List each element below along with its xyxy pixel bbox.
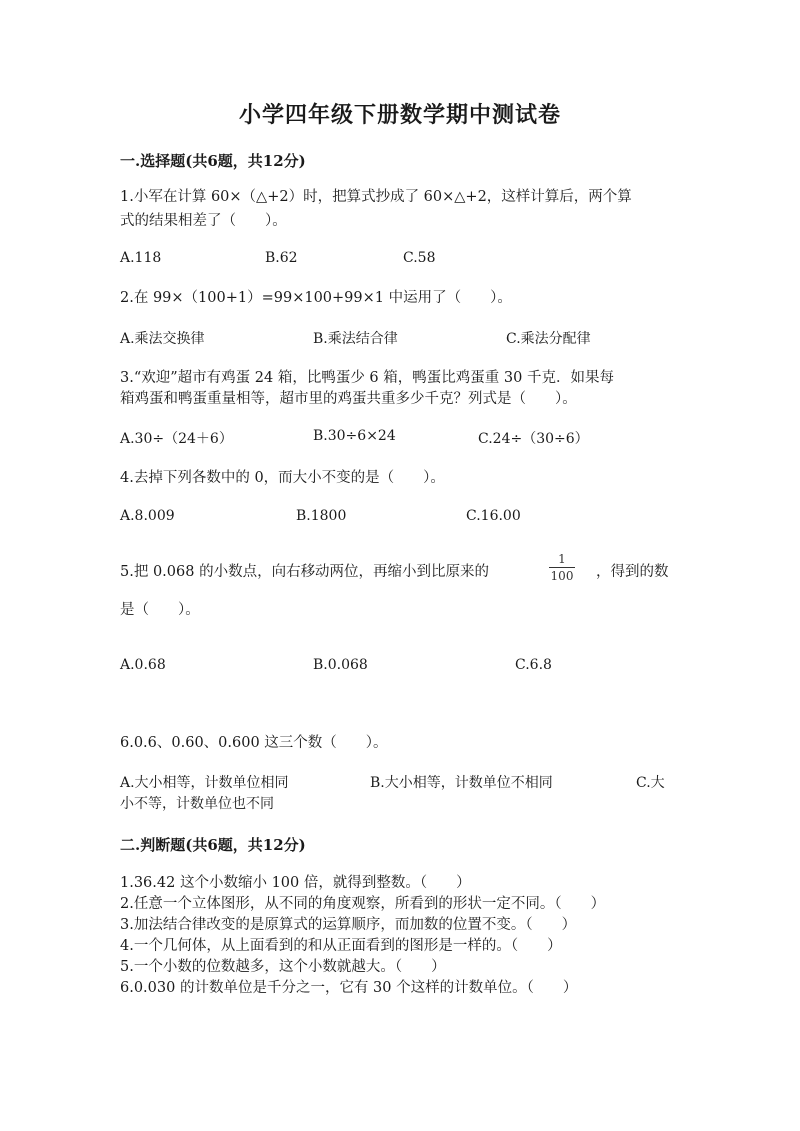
fraction-numerator: 1 (558, 552, 566, 566)
question-6-option-b: B.大小相等，计数单位不相同 (370, 775, 553, 791)
section-heading-choice: 一.选择题(共6题，共12分) (120, 152, 306, 170)
question-4-option-b: B.1800 (296, 508, 347, 524)
question-3-line-1: 3.“欢迎”超市有鸡蛋 24 箱，比鸭蛋少 6 箱，鸭蛋比鸡蛋重 30 千克．如果每 (120, 370, 614, 386)
question-4-option-c: C.16.00 (466, 508, 521, 524)
question-5-line-2: 是（ ）。 (120, 602, 200, 618)
question-5-option-b: B.0.068 (313, 657, 368, 673)
question-1-option-a: A.118 (120, 250, 162, 266)
judgement-item: 3.加法结合律改变的是原算式的运算顺序，而加数的位置不变。（ ） (120, 917, 577, 933)
fraction-bar (549, 567, 575, 568)
question-2-option-b: B.乘法结合律 (313, 331, 398, 347)
question-3-option-c: C.24÷（30÷6） (478, 431, 589, 447)
judgement-item: 1.36.42 这个小数缩小 100 倍，就得到整数。（ ） (120, 875, 471, 891)
question-2-option-c: C.乘法分配律 (506, 331, 591, 347)
question-4-line-1: 4.去掉下列各数中的 0，而大小不变的是（ ）。 (120, 470, 445, 486)
judgement-item: 6.0.030 的计数单位是千分之一，它有 30 个这样的计数单位。（ ） (120, 980, 578, 996)
question-5-option-a: A.0.68 (120, 657, 166, 673)
judgement-item: 4.一个几何体，从上面看到的和从正面看到的图形是一样的。（ ） (120, 938, 562, 954)
question-5-line-1b: ，得到的数 (596, 564, 669, 580)
fraction-denominator: 100 (550, 569, 574, 583)
question-3-option-a: A.30÷（24＋6） (120, 431, 233, 447)
question-1-line-1: 1.小军在计算 60×（△+2）时，把算式抄成了 60×△+2，这样计算后，两个算 (120, 189, 632, 205)
page-title: 小学四年级下册数学期中测试卷 (238, 102, 561, 128)
question-6-line-1: 6.0.6、0.60、0.600 这三个数（ ）。 (120, 735, 388, 751)
judgement-item: 2.任意一个立体图形，从不同的角度观察，所看到的形状一定不同。（ ） (120, 896, 606, 912)
question-6-option-a: A.大小相等，计数单位相同 (120, 775, 289, 791)
question-2-line-1: 2.在 99×（100+1）=99×100+99×1 中运用了（ ）。 (120, 290, 512, 306)
question-5-option-c: C.6.8 (515, 657, 552, 673)
question-3-option-b: B.30÷6×24 (313, 428, 396, 444)
question-3-line-2: 箱鸡蛋和鸭蛋重量相等，超市里的鸡蛋共重多少千克？列式是（ ）。 (120, 391, 577, 407)
question-6-option-c: C.大 (636, 775, 665, 791)
fraction-one-hundredth (549, 552, 575, 583)
question-1-line-2: 式的结果相差了（ ）。 (120, 213, 287, 229)
judgement-item: 5.一个小数的位数越多，这个小数就越大。（ ） (120, 959, 446, 975)
section-heading-judgement: 二.判断题(共6题，共12分) (120, 836, 306, 854)
question-2-option-a: A.乘法交换律 (120, 331, 205, 347)
question-5-line-1a: 5.把 0.068 的小数点，向右移动两位，再缩小到比原来的 (120, 564, 490, 580)
question-1-option-b: B.62 (265, 250, 298, 266)
question-1-option-c: C.58 (403, 250, 436, 266)
question-4-option-a: A.8.009 (120, 508, 175, 524)
question-6-option-c-cont: 小不等，计数单位也不同 (120, 796, 274, 812)
